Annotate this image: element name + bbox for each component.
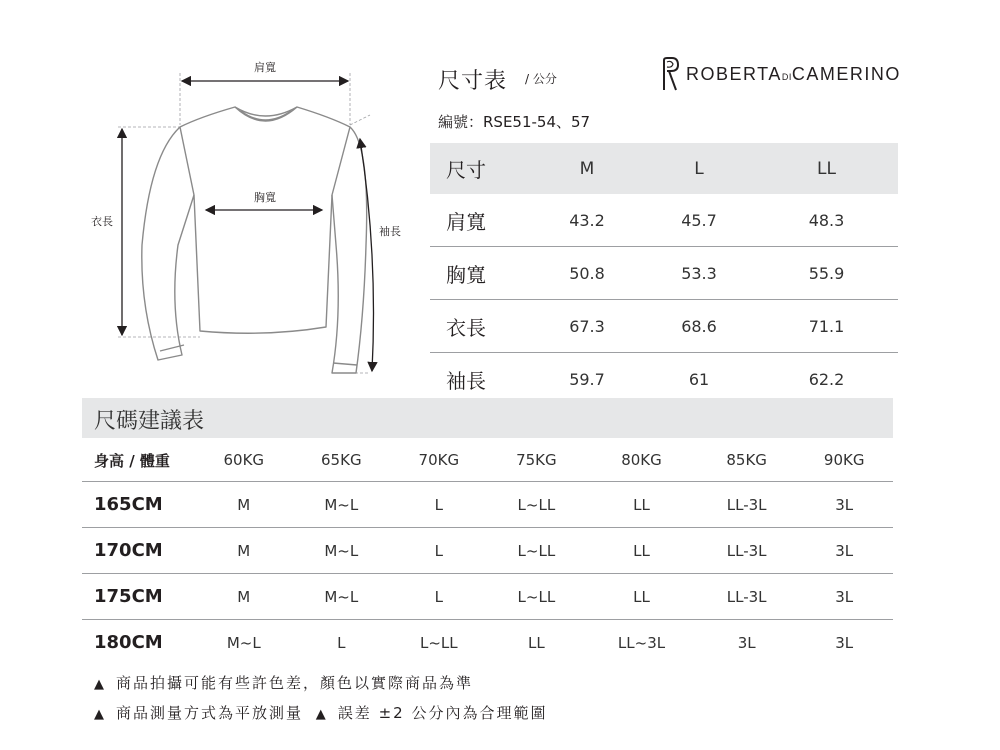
brand-logo — [658, 56, 901, 92]
rec-cell: L — [390, 482, 488, 528]
rec-header-weight: 80KG — [585, 439, 698, 482]
size-row-length — [430, 300, 898, 353]
rec-cell: L~LL — [488, 528, 586, 574]
size-header-m: M — [531, 143, 643, 194]
rec-row-label: 165CM — [82, 482, 195, 528]
brand-name-pre: ROBERTA — [686, 63, 782, 84]
note-measurement-text: 商品測量方式為平放測量 — [116, 704, 304, 722]
size-table — [430, 143, 898, 405]
size-cell: 62.2 — [808, 369, 845, 389]
rec-row-170 — [82, 528, 893, 574]
size-cell: 48.3 — [755, 194, 898, 247]
size-row-label: 肩寬 — [430, 194, 531, 247]
size-cell: 71.1 — [755, 300, 898, 353]
rec-cell: LL-3L — [698, 528, 796, 574]
size-header-l: L — [643, 143, 755, 194]
rec-cell: M~L — [226, 633, 261, 652]
rec-cell: 3L — [795, 574, 893, 620]
length-dim-label: 衣長 — [91, 215, 113, 228]
rec-cell: LL-3L — [698, 574, 796, 620]
rec-cell: 3L — [835, 633, 854, 652]
rec-cell: M — [195, 528, 293, 574]
rec-cell: M~L — [293, 528, 391, 574]
size-cell: 61 — [688, 369, 710, 389]
rec-header-weight: 75KG — [488, 439, 586, 482]
rec-cell: LL — [585, 574, 698, 620]
triangle-icon: ▲ — [94, 677, 106, 692]
note-measurement — [94, 702, 547, 723]
rec-row-175 — [82, 574, 893, 620]
rec-header-weight: 90KG — [795, 439, 893, 482]
rec-cell: 3L — [795, 482, 893, 528]
rec-header-weight: 85KG — [698, 439, 796, 482]
rec-cell: LL — [585, 528, 698, 574]
size-row-label: 衣長 — [430, 300, 531, 353]
size-cell: 53.3 — [643, 247, 755, 300]
size-cell: 59.7 — [569, 369, 605, 389]
size-chart-unit: / 公分 — [525, 72, 557, 86]
garment-diagram — [60, 55, 430, 385]
rec-header-weight: 65KG — [293, 439, 391, 482]
shoulder-dim-label: 肩寬 — [254, 61, 276, 74]
rec-row-label: 175CM — [82, 574, 195, 620]
rec-cell: 3L — [795, 528, 893, 574]
rec-cell: L~LL — [488, 482, 586, 528]
brand-name — [686, 64, 901, 85]
recommendation-table — [82, 439, 893, 665]
rec-header-weight: 70KG — [390, 439, 488, 482]
size-cell: 67.3 — [531, 300, 643, 353]
rec-cell: L~LL — [420, 633, 458, 652]
size-cell: 50.8 — [531, 247, 643, 300]
sleeve-dim-label: 袖長 — [379, 225, 401, 238]
rec-cell: M~L — [293, 574, 391, 620]
size-cell: 68.6 — [643, 300, 755, 353]
size-row-label: 袖長 — [446, 368, 486, 393]
rec-cell: LL~3L — [617, 633, 666, 652]
rec-header-label: 身高 / 體重 — [82, 439, 195, 482]
triangle-icon: ▲ — [315, 707, 328, 722]
rec-row-180 — [82, 620, 893, 666]
rec-cell: M — [195, 574, 293, 620]
size-chart-title: 尺寸表 — [438, 69, 508, 94]
note-color — [94, 672, 473, 693]
size-row-chest — [430, 247, 898, 300]
brand-name-mid: DI — [781, 71, 792, 82]
rec-row-label: 180CM — [94, 632, 163, 653]
rec-row-165 — [82, 482, 893, 528]
recommendation-header — [82, 439, 893, 482]
rec-cell: LL — [585, 482, 698, 528]
size-cell: 43.2 — [531, 194, 643, 247]
brand-emblem-icon — [658, 56, 682, 92]
rec-header-weight: 60KG — [195, 439, 293, 482]
triangle-icon: ▲ — [94, 707, 106, 722]
rec-cell: L — [390, 528, 488, 574]
note-tolerance-text: 誤差 ±2 公分內為合理範圍 — [337, 704, 548, 722]
size-table-header — [430, 143, 898, 194]
size-header-ll: LL — [755, 143, 898, 194]
rec-cell: LL — [528, 633, 545, 652]
recommendation-title: 尺碼建議表 — [94, 409, 205, 434]
size-cell: 55.9 — [755, 247, 898, 300]
note-color-text: 商品拍攝可能有些許色差，顏色以實際商品為準 — [116, 674, 474, 692]
rec-cell: L — [390, 574, 488, 620]
size-row-shoulder — [430, 194, 898, 247]
size-header-label: 尺寸 — [430, 143, 531, 194]
size-row-label: 胸寬 — [430, 247, 531, 300]
rec-cell: M~L — [293, 482, 391, 528]
size-cell: 45.7 — [643, 194, 755, 247]
chest-dim-label: 胸寬 — [254, 191, 276, 204]
product-code: 編號：RSE51-54、57 — [438, 113, 591, 131]
rec-cell: LL-3L — [698, 482, 796, 528]
brand-name-post: CAMERINO — [791, 63, 901, 84]
rec-cell: M — [195, 482, 293, 528]
rec-cell: L~LL — [488, 574, 586, 620]
rec-cell: L — [337, 633, 346, 652]
rec-cell: 3L — [737, 633, 756, 652]
rec-row-label: 170CM — [82, 528, 195, 574]
